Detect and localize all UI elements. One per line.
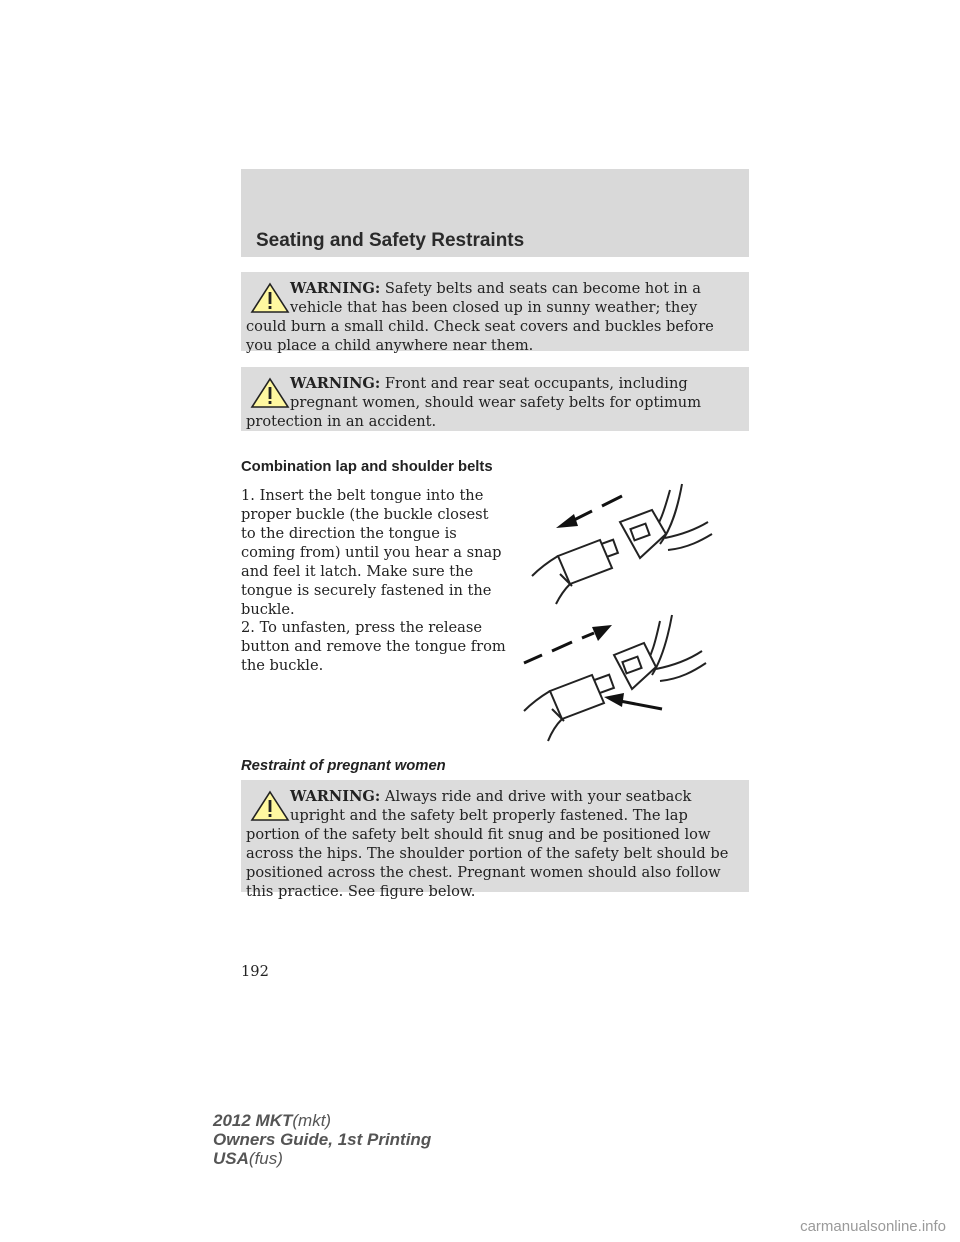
combination-heading: Combination lap and shoulder belts — [241, 459, 493, 475]
warning-box-hot-seats — [241, 272, 749, 354]
step-2-text: 2. To unfasten, press the release button and remove the tongue from the buckle. — [241, 619, 506, 674]
warning-box-pregnant — [241, 780, 749, 900]
footer-model-code: (mkt) — [292, 1111, 332, 1130]
footer-market-code: (fus) — [248, 1149, 283, 1168]
footer — [213, 1111, 431, 1168]
belt-fasten-illustration — [520, 478, 720, 606]
footer-market-line — [213, 1149, 431, 1168]
warning-box-occupants — [241, 367, 749, 431]
step-1-text: 1. Insert the belt tongue into the proper buckle (the buckle closest to the direction the tongue is coming from) until you hear a snap and feel it latch. Make sure the tongue is securely fastened in the buckle. — [241, 487, 502, 618]
section-title: Seating and Safety Restraints — [256, 230, 525, 251]
warning-triangle-icon — [250, 377, 290, 409]
warning-text: Always ride and drive with your seatback upright and the safety belt properly fastened. The lap portion of the safety belt should fit snug and be positioned low across the hips. The shoulder portion of the safety belt should be positioned across the chest. Pregnant women should also follow this practice. See figure below. — [246, 788, 729, 900]
warning-label: WARNING: — [290, 375, 381, 392]
warning-text: Safety belts and seats can become hot in a vehicle that has been closed up in sunny weather; they could burn a small child. Check seat covers and buckles before you place a child anywhere near them. — [246, 280, 714, 354]
belt-unfasten-illustration — [520, 605, 720, 745]
footer-model-line — [213, 1111, 431, 1130]
page-number: 192 — [241, 963, 269, 980]
warning-label: WARNING: — [290, 788, 381, 805]
footer-market: USA — [213, 1149, 249, 1168]
warning-triangle-icon — [250, 790, 290, 822]
warning-triangle-icon — [250, 282, 290, 314]
watermark[interactable]: carmanualsonline.info — [800, 1218, 946, 1235]
warning-text: Front and rear seat occupants, including pregnant women, should wear safety belts for optimum protection in an accident. — [246, 375, 702, 430]
footer-guide: Owners Guide, 1st Printing — [213, 1130, 432, 1149]
warning-label: WARNING: — [290, 280, 381, 297]
pregnant-heading: Restraint of pregnant women — [241, 758, 446, 774]
footer-model: 2012 MKT — [213, 1111, 293, 1130]
